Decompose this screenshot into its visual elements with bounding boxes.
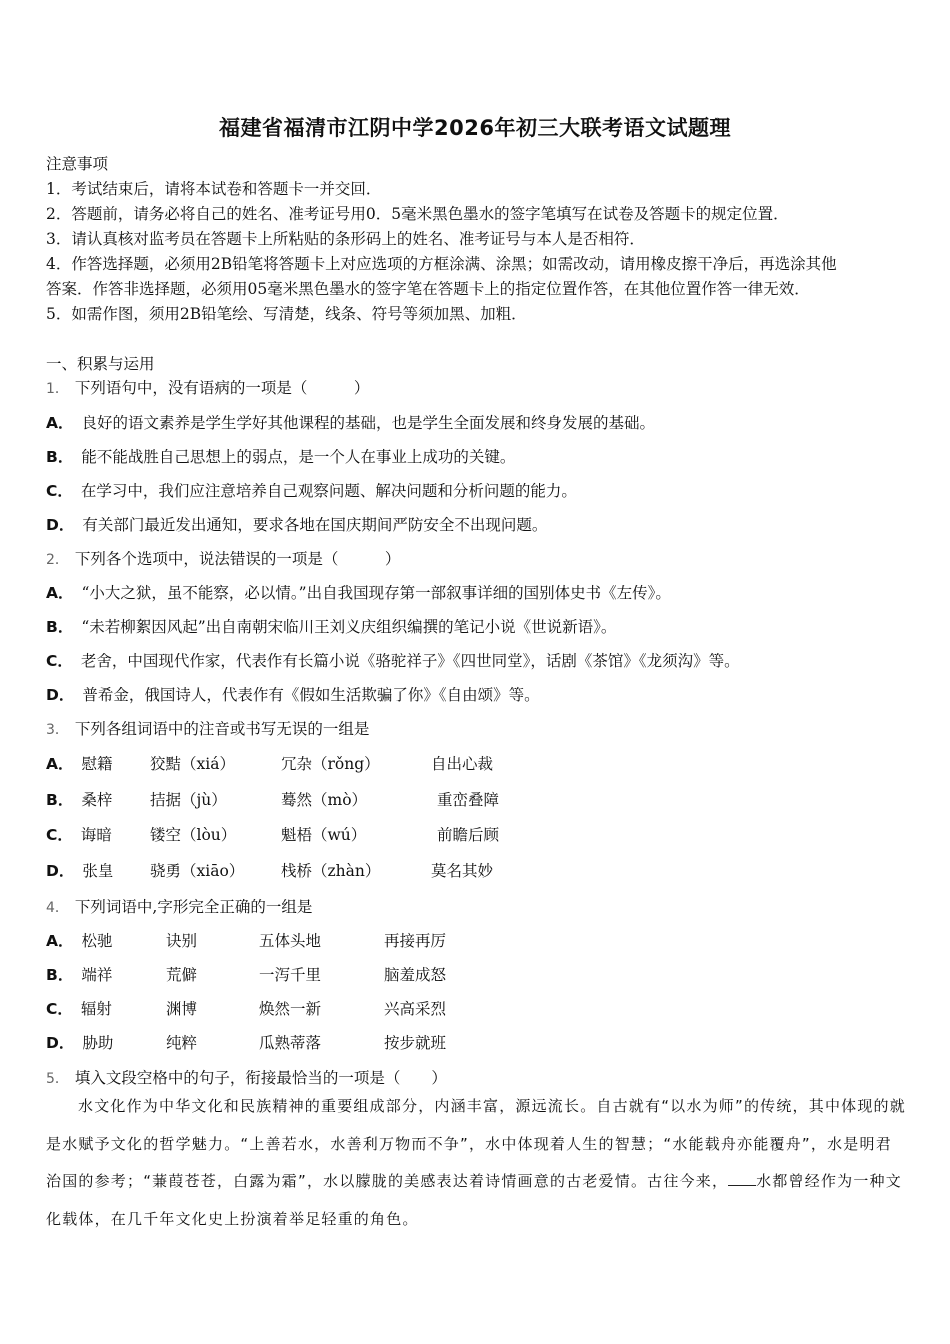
word: 胁助 xyxy=(82,1034,114,1052)
question-2 xyxy=(46,547,400,569)
word: 张皇 xyxy=(82,862,114,880)
word: 辐射 xyxy=(80,1000,112,1018)
question-stem: 下列各个选项中，说法错误的一项是（ ） xyxy=(74,550,401,568)
question-stem: 下列语句中，没有语病的一项是（ ） xyxy=(74,379,370,397)
question-4 xyxy=(46,895,312,917)
option-label: A． xyxy=(46,932,74,950)
option-label: C． xyxy=(46,482,73,500)
option-label: B． xyxy=(46,448,74,466)
option-b[interactable] xyxy=(46,615,616,637)
word: 五体头地 xyxy=(259,932,322,950)
word: 端祥 xyxy=(81,966,113,984)
word: 栈桥（zhàn） xyxy=(281,862,381,880)
word: 渊博 xyxy=(166,1000,198,1018)
word: 纯粹 xyxy=(166,1034,198,1052)
notice-item: 4．作答选择题，必须用2B铅笔将答题卡上对应选项的方框涂满、涂黑；如需改动，请用橡皮擦干净后，再选涂其他 xyxy=(46,255,837,273)
question-number: 3． xyxy=(46,722,69,738)
option-label: D． xyxy=(46,1034,75,1052)
word: 莫名其妙 xyxy=(431,862,494,880)
word: 自出心裁 xyxy=(431,755,494,773)
option-text: 在学习中，我们应注意培养自己观察问题、解决问题和分析问题的能力。 xyxy=(80,482,577,500)
option-label: D． xyxy=(46,862,75,880)
option-text: 有关部门最近发出通知，要求各地在国庆期间严防安全不出现问题。 xyxy=(82,516,548,534)
option-label: D． xyxy=(46,686,75,704)
option-label: B． xyxy=(46,791,74,809)
option-text: 能不能战胜自己思想上的弱点，是一个人在事业上成功的关键。 xyxy=(81,448,516,466)
question-stem: 下列词语中,字形完全正确的一组是 xyxy=(74,898,313,916)
word: 脑羞成怒 xyxy=(384,966,447,984)
option-label: A． xyxy=(46,414,74,432)
word: 镂空（lòu） xyxy=(150,826,237,844)
word: 慰籍 xyxy=(81,755,113,773)
option-text: “未若柳絮因风起”出自南朝宋临川王刘义庆组织编撰的笔记小说《世说新语》。 xyxy=(81,618,617,636)
word: 兴高采烈 xyxy=(384,1000,447,1018)
word: 冗杂（rǒng） xyxy=(281,755,380,773)
passage-text: 水文化作为中华文化和民族精神的重要组成部分，内涵丰富，源远流长。自古就有“以水为师”的传统，其中体现的就是水赋予文化的哲学魅力。“上善若水，水善利万物而不争”，水中体现着人生的智慧；“水能载舟亦能覆舟”，水是明君治国的参考；“蒹葭苍苍，白露为霜”，水以朦胧的美感表达着诗情画意的古老爱情。古往今来， xyxy=(46,1097,906,1190)
option-text: 老舍，中国现代作家，代表作有长篇小说《骆驼祥子》《四世同堂》，话剧《茶馆》《龙须沟》等。 xyxy=(80,652,740,670)
notice-heading: 注意事项 xyxy=(46,155,109,173)
page-title: 福建省福清市江阴中学2026年初三大联考语文试题理 xyxy=(219,116,731,140)
word: 荒僻 xyxy=(166,966,198,984)
word: 桑梓 xyxy=(81,791,113,809)
option-b[interactable] xyxy=(46,445,515,467)
question-number: 5． xyxy=(46,1071,69,1087)
notice-item: 答案．作答非选择题，必须用05毫米黑色墨水的签字笔在答题卡上的指定位置作答，在其他位置作答一律无效． xyxy=(46,280,810,298)
word: 前瞻后顾 xyxy=(437,826,500,844)
question-5 xyxy=(46,1066,447,1088)
option-a[interactable] xyxy=(46,411,655,433)
word: 诀别 xyxy=(166,932,198,950)
option-label: B． xyxy=(46,618,74,636)
word: 松驰 xyxy=(81,932,113,950)
question-number: 4． xyxy=(46,900,69,916)
question-3 xyxy=(46,717,369,739)
word: 蓦然（mò） xyxy=(281,791,368,809)
option-label: C． xyxy=(46,826,73,844)
option-text: 普希金，俄国诗人，代表作有《假如生活欺骗了你》《自由颂》等。 xyxy=(82,686,540,704)
reading-passage xyxy=(46,1088,906,1238)
question-1 xyxy=(46,376,369,398)
word: 一泻千里 xyxy=(259,966,322,984)
option-a[interactable] xyxy=(46,581,671,603)
notice-item: 5．如需作图，须用2B铅笔绘、写清楚，线条、符号等须加黑、加粗． xyxy=(46,305,527,323)
notice-item: 3．请认真核对监考员在答题卡上所粘贴的条形码上的姓名、准考证号与本人是否相符． xyxy=(46,230,645,248)
option-d[interactable] xyxy=(46,683,540,705)
fill-in-blank[interactable] xyxy=(728,1171,756,1186)
question-number: 1． xyxy=(46,381,69,397)
option-d[interactable] xyxy=(46,513,547,535)
word: 焕然一新 xyxy=(259,1000,322,1018)
word: 拮据（jù） xyxy=(150,791,227,809)
option-c[interactable] xyxy=(46,479,577,501)
word: 按步就班 xyxy=(384,1034,447,1052)
option-label: A． xyxy=(46,584,74,602)
option-label: C． xyxy=(46,1000,73,1018)
option-text: “小大之狱，虽不能察，必以情。”出自我国现存第一部叙事详细的国别体史书《左传》。 xyxy=(81,584,671,602)
word: 骁勇（xiāo） xyxy=(150,862,245,880)
word: 瓜熟蒂落 xyxy=(259,1034,322,1052)
question-stem: 填入文段空格中的句子，衔接最恰当的一项是（ ） xyxy=(74,1069,447,1087)
word: 重峦叠障 xyxy=(437,791,500,809)
option-label: B． xyxy=(46,966,74,984)
section-heading: 一、积累与运用 xyxy=(46,355,155,373)
word: 诲暗 xyxy=(80,826,112,844)
notice-item: 2．答题前，请务必将自己的姓名、准考证号用0．5毫米黑色墨水的签字笔填写在试卷及答题卡的规定位置． xyxy=(46,205,789,223)
passage-text: 水都曾经作为一种文化载体，在几千年文化史上扮演着举足轻重的角色。 xyxy=(46,1172,902,1228)
word: 再接再厉 xyxy=(384,932,447,950)
question-number: 2． xyxy=(46,552,69,568)
word: 魁梧（wú） xyxy=(281,826,367,844)
option-c[interactable] xyxy=(46,649,740,671)
option-text: 良好的语文素养是学生学好其他课程的基础，也是学生全面发展和终身发展的基础。 xyxy=(81,414,656,432)
option-label: D． xyxy=(46,516,75,534)
notice-item: 1．考试结束后，请将本试卷和答题卡一并交回． xyxy=(46,180,382,198)
word: 狡黠（xiá） xyxy=(150,755,235,773)
option-label: C． xyxy=(46,652,73,670)
question-stem: 下列各组词语中的注音或书写无误的一组是 xyxy=(74,720,370,738)
option-label: A． xyxy=(46,755,74,773)
